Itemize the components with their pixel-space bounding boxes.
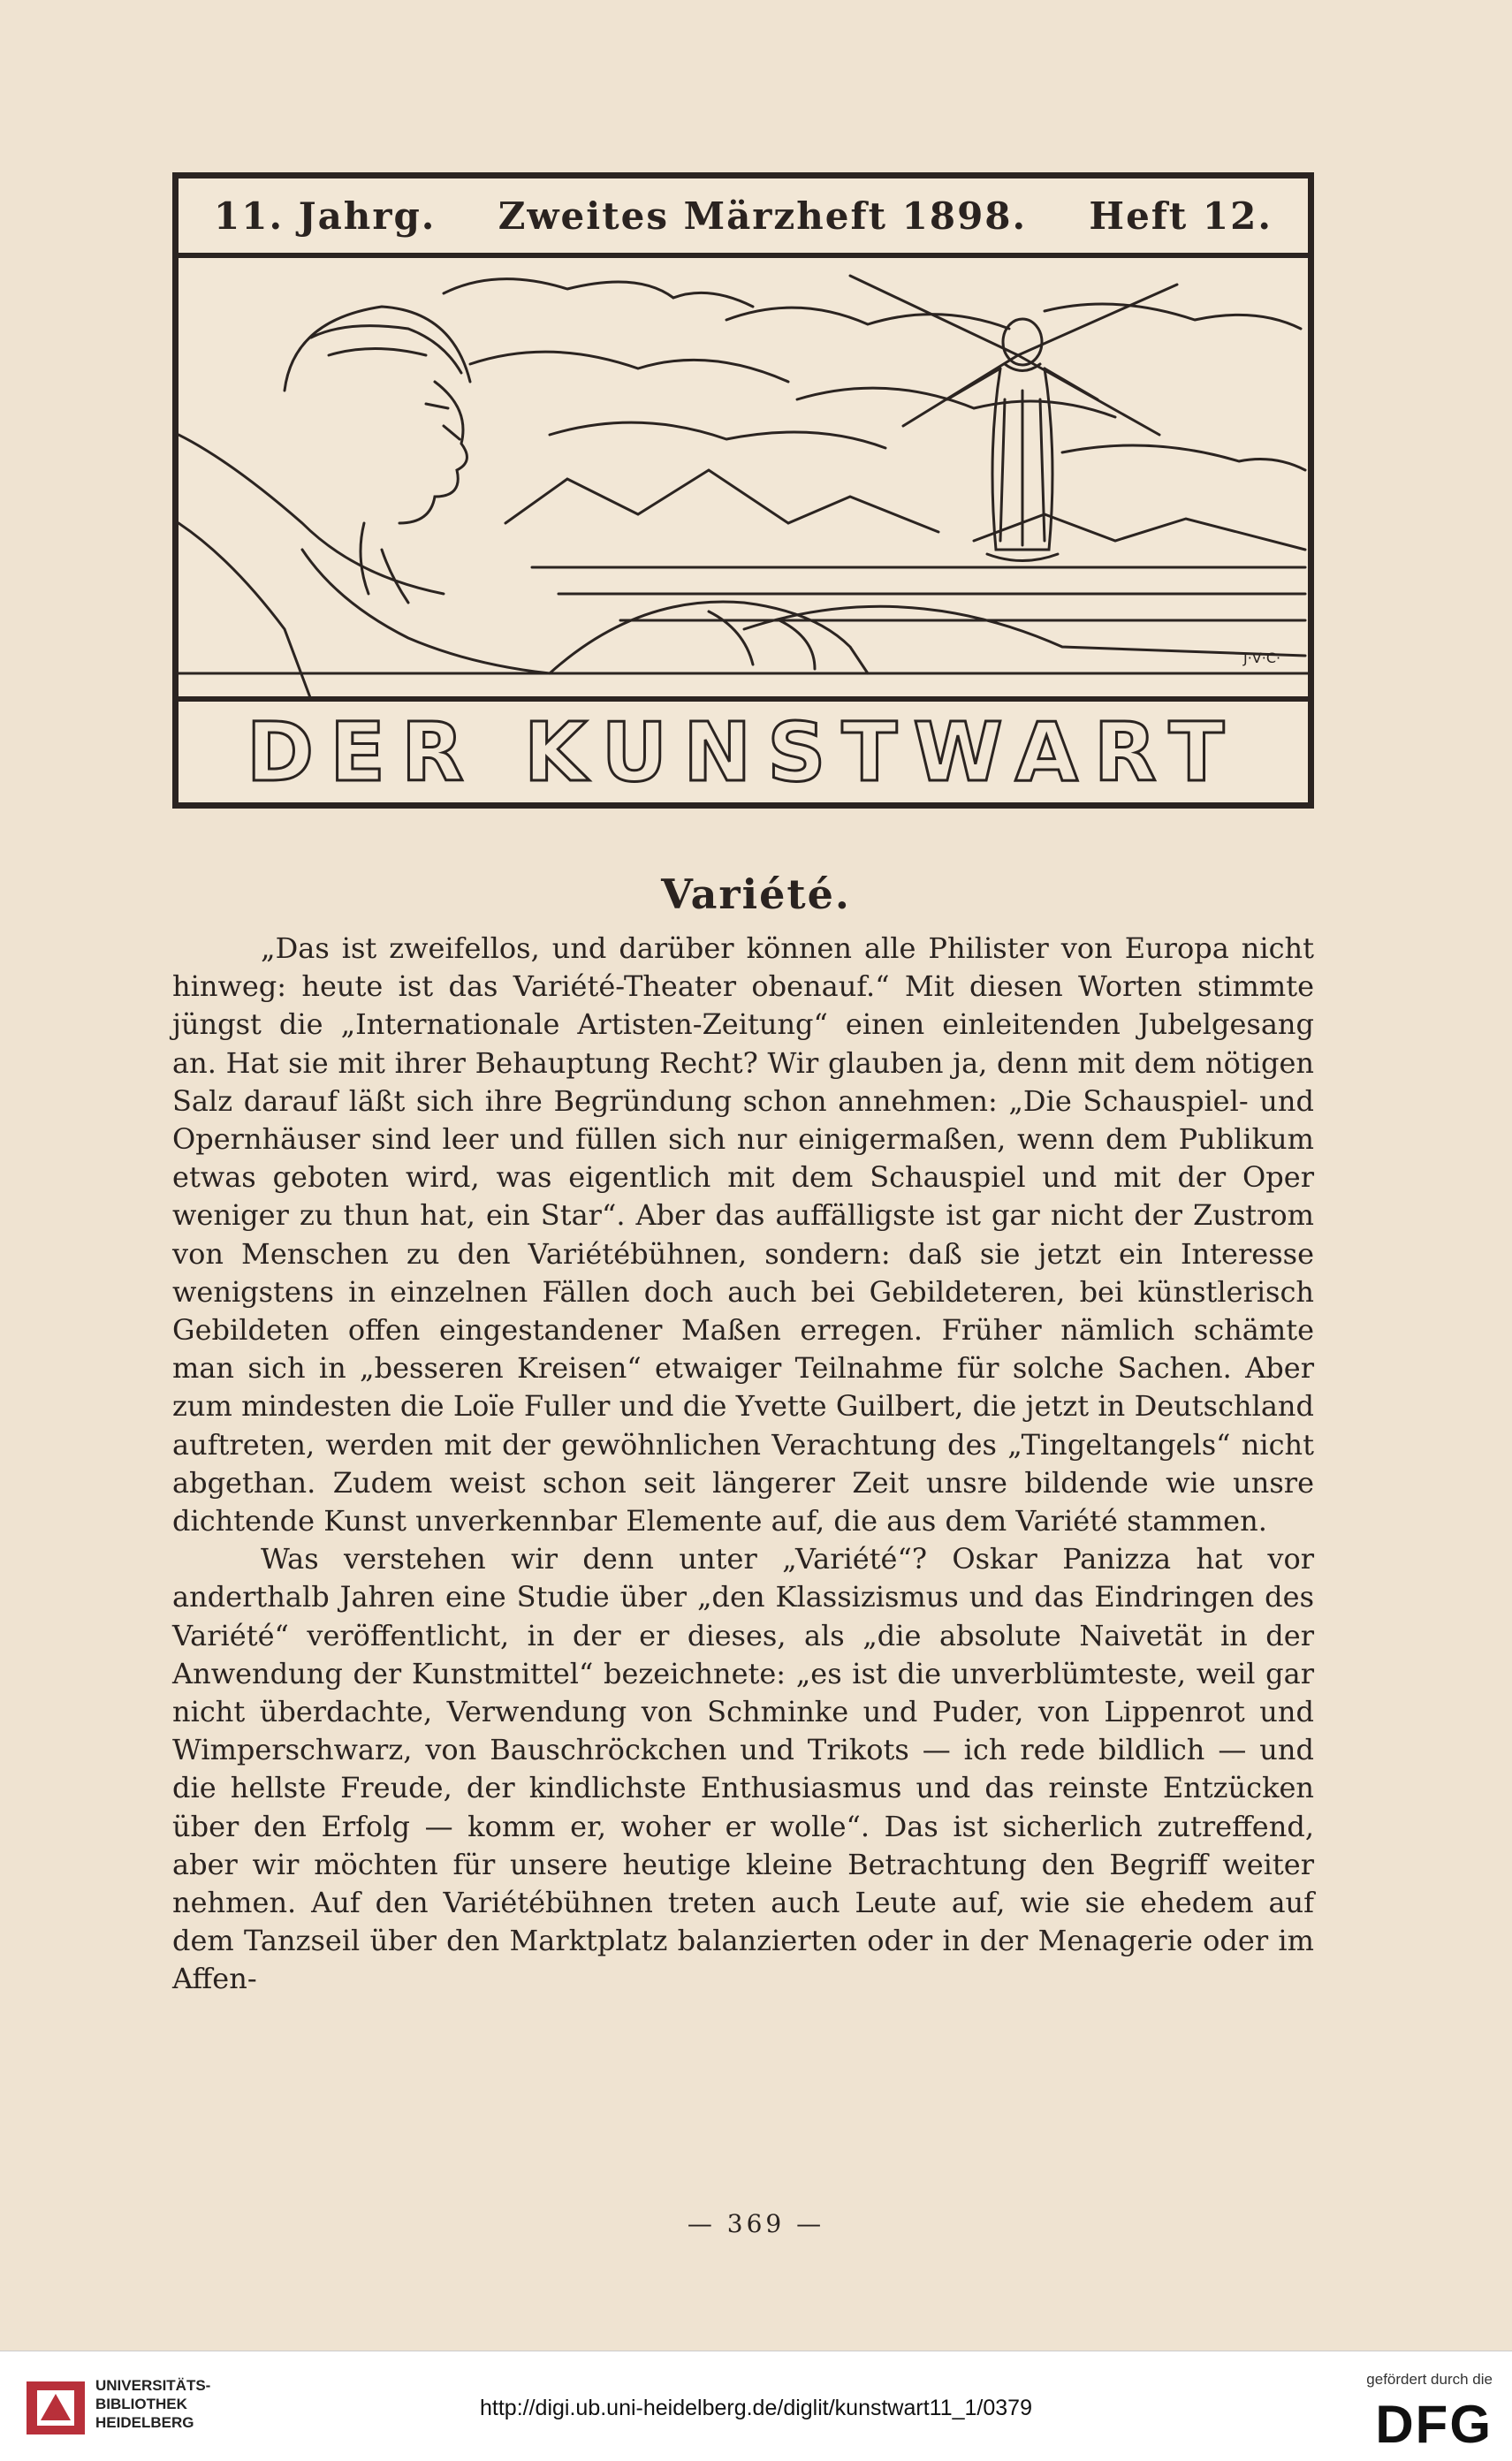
masthead-illustration	[179, 258, 1308, 700]
masthead	[172, 172, 1314, 809]
publication-title: DER KUNSTWART	[246, 704, 1241, 800]
article-title: Variété.	[661, 870, 851, 918]
masthead-title	[179, 696, 1308, 802]
woodcut-illustration	[179, 258, 1308, 700]
issue-date: Zweites Märzheft 1898.	[498, 194, 1028, 238]
paragraph: „Das ist zweifellos, und darüber können alle Philister von Europa nicht hinweg: heute ist das Variété-Theater obenauf.“ Mit diesen Worten stimmte jüngst die „Internationale Artisten-Zeitung“ einen einleitenden Jubelgesang an. Hat sie mit ihrer Behauptung Recht? Wir glauben ja, denn mit dem nötigen Salz darauf läßt sich ihre Begründung schon annehmen: „Die Schauspiel- und Opernhäuser sind leer und füllen sich nur einigermaßen, wenn dem Publikum etwas geboten wird, was eigentlich mit dem Schauspiel und mit der Oper weniger zu thun hat, ein Star“. Aber das auffälligste ist gar nicht der Zustrom von Menschen zu den Variétébühnen, sondern: daß sie jetzt ein Interesse wenigstens in einzelnen Fällen doch auch bei Gebildeteren, bei künstlerisch Gebildeten offen eingestandener Maßen erregen. Früher nämlich schämte man sich in „besseren Kreisen“ etwaiger Teilnahme für solche Sachen. Aber zum mindesten die Loïe Fuller und die Yvette Guilbert, die jetzt in Deutschland auftreten, werden mit der gewöhnlichen Verachtung des „Tingeltangels“ nicht abgethan. Zudem weist schon seit längerer Zeit unsre bildende wie unsre dichtende Kunst unverkennbar Elemente auf, die aus dem Variété stammen.	[172, 931, 1314, 1538]
dfg-logo: DFG	[1375, 2395, 1493, 2454]
institution-name: UNIVERSITÄTS- BIBLIOTHEK HEIDELBERG	[95, 2377, 211, 2431]
artist-mark: J·V·C·	[1243, 649, 1281, 666]
page-number: — 369 —	[687, 2209, 825, 2238]
masthead-header	[179, 178, 1308, 258]
article-body	[172, 930, 1314, 1999]
permalink-url[interactable]: http://digi.ub.uni-heidelberg.de/diglit/kunstwart11_1/0379	[480, 2396, 1032, 2420]
issue-number: Heft 12.	[1089, 194, 1273, 238]
funded-by-label: gefördert durch die	[1366, 2371, 1493, 2388]
paragraph: Was verstehen wir denn unter „Variété“? Oskar Panizza hat vor anderthalb Jahren eine Studie über „den Klassizismus und das Eindringen des Variété“ veröffentlicht, in der er dieses, als „die absolute Naivetät in der Anwendung der Kunstmittel“ bezeichnete: „es ist die unverblümteste, weil gar nicht überdachte, Verwendung von Schminke und Puder, von Lippenrot und Wimperschwarz, von Bauschröckchen und Trikots — ich rede bildlich — und die hellste Freude, der kindlichste Enthusiasmus und das reinste Entzücken über den Erfolg — komm er, woher er wolle“. Das ist sicherlich zutreffend, aber wir möchten für unsere heutige kleine Betrachtung den Begriff weiter nehmen. Auf den Variétébühnen treten auch Leute auf, wie sie ehedem auf dem Tanzseil über den Marktplatz balanzierten oder in der Menagerie oder im Affen-	[172, 1542, 1314, 1996]
volume-label: 11. Jahrg.	[214, 194, 437, 238]
viewer-footer	[0, 2351, 1512, 2461]
